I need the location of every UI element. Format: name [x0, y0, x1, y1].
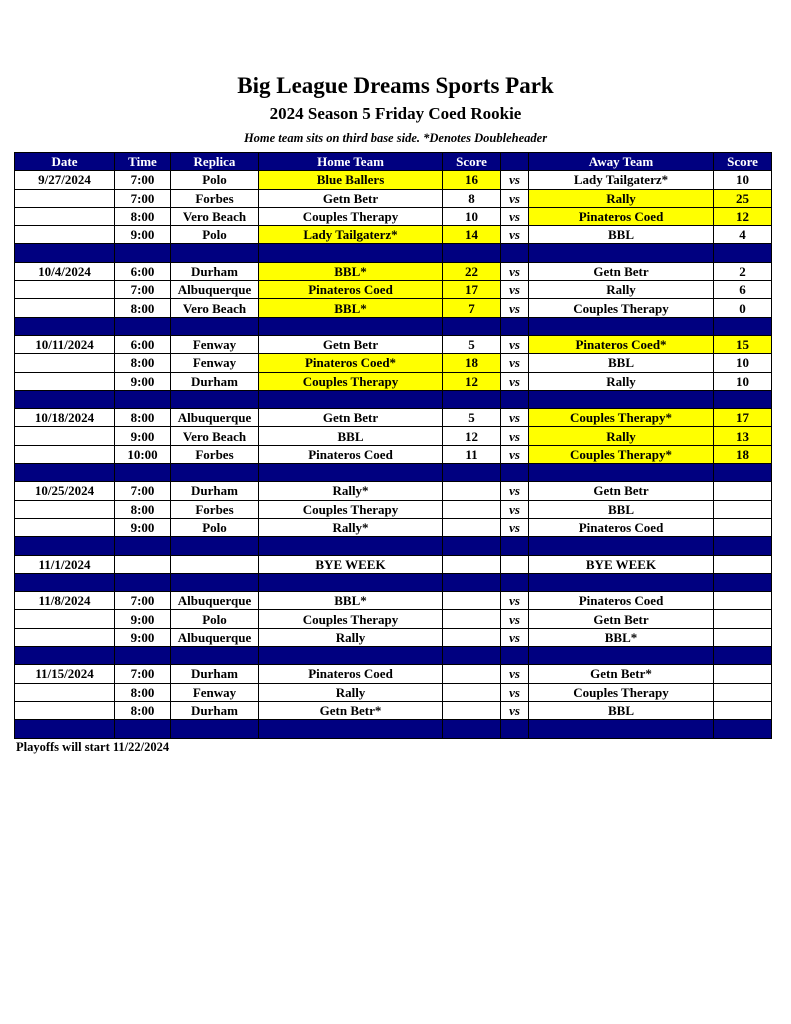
away-score-cell: [714, 518, 772, 536]
away-score-cell: 10: [714, 354, 772, 372]
table-row: [15, 445, 772, 463]
separator-cell: [259, 537, 443, 555]
column-header-home-team: Home Team: [259, 153, 443, 171]
table-row: [15, 171, 772, 189]
time-cell: 9:00: [115, 226, 171, 244]
separator-cell: [529, 317, 714, 335]
separator-cell: [115, 244, 171, 262]
home-team-cell: BBL*: [259, 299, 443, 317]
time-cell: 7:00: [115, 171, 171, 189]
separator-cell: [259, 573, 443, 591]
away-score-cell: [714, 628, 772, 646]
away-team-cell: BYE WEEK: [529, 555, 714, 573]
home-team-cell: Pinateros Coed: [259, 281, 443, 299]
time-cell: 10:00: [115, 445, 171, 463]
date-cell: [15, 354, 115, 372]
page-subtitle: 2024 Season 5 Friday Coed Rookie: [269, 104, 522, 123]
separator-cell: [501, 317, 529, 335]
separator-cell: [171, 647, 259, 665]
home-team-cell: BBL*: [259, 262, 443, 280]
separator-cell: [529, 464, 714, 482]
home-team-cell: Rally: [259, 628, 443, 646]
away-score-cell: 12: [714, 207, 772, 225]
home-score-cell: [443, 610, 501, 628]
replica-cell: Albuquerque: [171, 409, 259, 427]
away-score-cell: 17: [714, 409, 772, 427]
separator-cell: [15, 464, 115, 482]
separator-cell: [115, 537, 171, 555]
table-row: [15, 683, 772, 701]
home-team-cell: Blue Ballers: [259, 171, 443, 189]
away-score-cell: 6: [714, 281, 772, 299]
separator-cell: [259, 244, 443, 262]
table-row: [15, 427, 772, 445]
time-cell: [115, 555, 171, 573]
separator-cell: [15, 720, 115, 738]
replica-cell: Forbes: [171, 445, 259, 463]
vs-cell: vs: [501, 610, 529, 628]
replica-cell: Albuquerque: [171, 628, 259, 646]
week-separator-row: [15, 464, 772, 482]
vs-cell: vs: [501, 665, 529, 683]
replica-cell: Forbes: [171, 500, 259, 518]
home-team-cell: Getn Betr: [259, 409, 443, 427]
week-separator-row: [15, 647, 772, 665]
replica-cell: [171, 555, 259, 573]
separator-cell: [15, 390, 115, 408]
home-team-cell: Getn Betr: [259, 335, 443, 353]
away-team-cell: Couples Therapy: [529, 299, 714, 317]
date-cell: 10/11/2024: [15, 335, 115, 353]
separator-cell: [15, 573, 115, 591]
date-cell: 11/8/2024: [15, 592, 115, 610]
home-team-cell: BBL: [259, 427, 443, 445]
date-cell: [15, 372, 115, 390]
separator-cell: [443, 244, 501, 262]
separator-cell: [529, 720, 714, 738]
table-row: [15, 372, 772, 390]
week-separator-row: [15, 244, 772, 262]
time-cell: 7:00: [115, 665, 171, 683]
time-cell: 9:00: [115, 518, 171, 536]
table-row: [15, 335, 772, 353]
home-team-cell: Lady Tailgaterz*: [259, 226, 443, 244]
column-header-replica: Replica: [171, 153, 259, 171]
away-team-cell: Couples Therapy*: [529, 409, 714, 427]
separator-cell: [171, 720, 259, 738]
vs-cell: vs: [501, 628, 529, 646]
page-title: Big League Dreams Sports Park: [237, 73, 554, 98]
week-separator-row: [15, 317, 772, 335]
home-team-cell: Couples Therapy: [259, 610, 443, 628]
separator-cell: [443, 537, 501, 555]
time-cell: 7:00: [115, 482, 171, 500]
home-score-cell: [443, 665, 501, 683]
home-score-cell: 10: [443, 207, 501, 225]
away-score-cell: [714, 500, 772, 518]
separator-cell: [171, 573, 259, 591]
separator-cell: [714, 244, 772, 262]
date-cell: 10/25/2024: [15, 482, 115, 500]
time-cell: 6:00: [115, 262, 171, 280]
replica-cell: Forbes: [171, 189, 259, 207]
date-cell: [15, 518, 115, 536]
replica-cell: Polo: [171, 518, 259, 536]
away-team-cell: BBL: [529, 354, 714, 372]
away-team-cell: Couples Therapy*: [529, 445, 714, 463]
home-team-cell: Pinateros Coed: [259, 445, 443, 463]
table-row: [15, 207, 772, 225]
date-cell: 10/4/2024: [15, 262, 115, 280]
vs-cell: vs: [501, 372, 529, 390]
separator-cell: [529, 573, 714, 591]
time-cell: 8:00: [115, 701, 171, 719]
date-cell: 9/27/2024: [15, 171, 115, 189]
week-separator-row: [15, 390, 772, 408]
away-team-cell: Getn Betr*: [529, 665, 714, 683]
home-score-cell: [443, 701, 501, 719]
date-cell: [15, 610, 115, 628]
vs-cell: vs: [501, 262, 529, 280]
time-cell: 9:00: [115, 628, 171, 646]
home-score-cell: 8: [443, 189, 501, 207]
vs-cell: vs: [501, 281, 529, 299]
away-score-cell: [714, 610, 772, 628]
separator-cell: [115, 573, 171, 591]
separator-cell: [115, 647, 171, 665]
away-team-cell: Getn Betr: [529, 262, 714, 280]
separator-cell: [714, 573, 772, 591]
vs-cell: vs: [501, 299, 529, 317]
home-score-cell: [443, 683, 501, 701]
column-header-vs: [501, 153, 529, 171]
away-team-cell: Lady Tailgaterz*: [529, 171, 714, 189]
home-score-cell: 5: [443, 335, 501, 353]
schedule-note: Home team sits on third base side. *Denotes Doubleheader: [243, 131, 548, 145]
away-score-cell: 2: [714, 262, 772, 280]
week-separator-row: [15, 573, 772, 591]
separator-cell: [443, 317, 501, 335]
away-team-cell: Pinateros Coed*: [529, 335, 714, 353]
home-team-cell: Rally*: [259, 518, 443, 536]
table-row: [15, 281, 772, 299]
away-score-cell: 25: [714, 189, 772, 207]
separator-cell: [171, 537, 259, 555]
separator-cell: [443, 720, 501, 738]
home-team-cell: Getn Betr*: [259, 701, 443, 719]
away-team-cell: Rally: [529, 427, 714, 445]
separator-cell: [171, 317, 259, 335]
replica-cell: Vero Beach: [171, 427, 259, 445]
separator-cell: [714, 464, 772, 482]
vs-cell: vs: [501, 226, 529, 244]
away-score-cell: [714, 665, 772, 683]
separator-cell: [259, 647, 443, 665]
separator-cell: [15, 537, 115, 555]
table-row: [15, 701, 772, 719]
home-score-cell: [443, 555, 501, 573]
home-score-cell: 17: [443, 281, 501, 299]
away-team-cell: Getn Betr: [529, 610, 714, 628]
home-score-cell: [443, 518, 501, 536]
separator-cell: [115, 317, 171, 335]
time-cell: 9:00: [115, 372, 171, 390]
replica-cell: Fenway: [171, 335, 259, 353]
column-header-time: Time: [115, 153, 171, 171]
date-cell: [15, 683, 115, 701]
away-team-cell: Couples Therapy: [529, 683, 714, 701]
date-cell: [15, 445, 115, 463]
separator-cell: [529, 244, 714, 262]
time-cell: 8:00: [115, 299, 171, 317]
separator-cell: [443, 573, 501, 591]
separator-cell: [529, 647, 714, 665]
away-team-cell: BBL: [529, 500, 714, 518]
replica-cell: Polo: [171, 226, 259, 244]
date-cell: [15, 628, 115, 646]
away-team-cell: Pinateros Coed: [529, 592, 714, 610]
table-row: [15, 500, 772, 518]
week-separator-row: [15, 720, 772, 738]
vs-cell: vs: [501, 445, 529, 463]
separator-cell: [15, 244, 115, 262]
away-score-cell: [714, 701, 772, 719]
vs-cell: vs: [501, 592, 529, 610]
time-cell: 8:00: [115, 207, 171, 225]
separator-cell: [171, 464, 259, 482]
away-score-cell: [714, 683, 772, 701]
home-team-cell: Rally: [259, 683, 443, 701]
replica-cell: Vero Beach: [171, 207, 259, 225]
table-row: [15, 482, 772, 500]
date-cell: [15, 281, 115, 299]
home-score-cell: [443, 628, 501, 646]
separator-cell: [15, 317, 115, 335]
separator-cell: [501, 244, 529, 262]
vs-cell: [501, 555, 529, 573]
home-team-cell: Couples Therapy: [259, 500, 443, 518]
separator-cell: [115, 464, 171, 482]
vs-cell: vs: [501, 518, 529, 536]
separator-cell: [259, 464, 443, 482]
away-score-cell: [714, 555, 772, 573]
time-cell: 7:00: [115, 189, 171, 207]
home-score-cell: 14: [443, 226, 501, 244]
separator-cell: [171, 390, 259, 408]
table-header-row: [15, 153, 772, 171]
away-team-cell: BBL*: [529, 628, 714, 646]
separator-cell: [259, 720, 443, 738]
column-header-date: Date: [15, 153, 115, 171]
time-cell: 8:00: [115, 354, 171, 372]
separator-cell: [501, 464, 529, 482]
table-row: [15, 555, 772, 573]
separator-cell: [259, 390, 443, 408]
separator-cell: [15, 647, 115, 665]
date-cell: [15, 701, 115, 719]
date-cell: 11/1/2024: [15, 555, 115, 573]
away-team-cell: BBL: [529, 701, 714, 719]
vs-cell: vs: [501, 701, 529, 719]
column-header-away-score: Score: [714, 153, 772, 171]
home-score-cell: 7: [443, 299, 501, 317]
separator-cell: [714, 537, 772, 555]
time-cell: 9:00: [115, 427, 171, 445]
away-team-cell: BBL: [529, 226, 714, 244]
time-cell: 8:00: [115, 500, 171, 518]
table-row: [15, 299, 772, 317]
separator-cell: [714, 647, 772, 665]
away-score-cell: [714, 482, 772, 500]
vs-cell: vs: [501, 683, 529, 701]
vs-cell: vs: [501, 482, 529, 500]
vs-cell: vs: [501, 500, 529, 518]
vs-cell: vs: [501, 207, 529, 225]
separator-cell: [501, 647, 529, 665]
separator-cell: [443, 464, 501, 482]
date-cell: [15, 207, 115, 225]
away-team-cell: Pinateros Coed: [529, 207, 714, 225]
separator-cell: [443, 647, 501, 665]
away-score-cell: 13: [714, 427, 772, 445]
home-score-cell: [443, 482, 501, 500]
home-team-cell: Getn Betr: [259, 189, 443, 207]
separator-cell: [714, 317, 772, 335]
away-score-cell: 0: [714, 299, 772, 317]
separator-cell: [529, 390, 714, 408]
replica-cell: Albuquerque: [171, 281, 259, 299]
table-row: [15, 409, 772, 427]
table-row: [15, 628, 772, 646]
time-cell: 6:00: [115, 335, 171, 353]
vs-cell: vs: [501, 171, 529, 189]
vs-cell: vs: [501, 354, 529, 372]
vs-cell: vs: [501, 409, 529, 427]
week-separator-row: [15, 537, 772, 555]
table-row: [15, 226, 772, 244]
vs-cell: vs: [501, 427, 529, 445]
date-cell: [15, 500, 115, 518]
separator-cell: [501, 573, 529, 591]
table-row: [15, 262, 772, 280]
home-score-cell: [443, 592, 501, 610]
date-cell: 10/18/2024: [15, 409, 115, 427]
table-row: [15, 518, 772, 536]
separator-cell: [714, 390, 772, 408]
table-row: [15, 189, 772, 207]
replica-cell: Albuquerque: [171, 592, 259, 610]
replica-cell: Fenway: [171, 354, 259, 372]
date-cell: 11/15/2024: [15, 665, 115, 683]
replica-cell: Vero Beach: [171, 299, 259, 317]
date-cell: [15, 427, 115, 445]
home-score-cell: 12: [443, 427, 501, 445]
separator-cell: [259, 317, 443, 335]
vs-cell: vs: [501, 189, 529, 207]
home-team-cell: Couples Therapy: [259, 372, 443, 390]
home-score-cell: 12: [443, 372, 501, 390]
away-score-cell: [714, 592, 772, 610]
home-score-cell: [443, 500, 501, 518]
home-score-cell: 5: [443, 409, 501, 427]
replica-cell: Polo: [171, 610, 259, 628]
separator-cell: [171, 244, 259, 262]
away-score-cell: 15: [714, 335, 772, 353]
home-team-cell: Pinateros Coed: [259, 665, 443, 683]
time-cell: 9:00: [115, 610, 171, 628]
table-row: [15, 592, 772, 610]
separator-cell: [443, 390, 501, 408]
home-team-cell: BBL*: [259, 592, 443, 610]
replica-cell: Durham: [171, 262, 259, 280]
away-team-cell: Pinateros Coed: [529, 518, 714, 536]
away-team-cell: Rally: [529, 281, 714, 299]
home-score-cell: 22: [443, 262, 501, 280]
playoffs-note: Playoffs will start 11/22/2024: [16, 740, 170, 754]
time-cell: 7:00: [115, 592, 171, 610]
home-team-cell: Couples Therapy: [259, 207, 443, 225]
replica-cell: Durham: [171, 372, 259, 390]
date-cell: [15, 299, 115, 317]
replica-cell: Fenway: [171, 683, 259, 701]
table-row: [15, 354, 772, 372]
away-score-cell: 4: [714, 226, 772, 244]
separator-cell: [115, 390, 171, 408]
date-cell: [15, 189, 115, 207]
separator-cell: [714, 720, 772, 738]
time-cell: 7:00: [115, 281, 171, 299]
home-team-cell: BYE WEEK: [259, 555, 443, 573]
separator-cell: [115, 720, 171, 738]
home-team-cell: Pinateros Coed*: [259, 354, 443, 372]
away-team-cell: Getn Betr: [529, 482, 714, 500]
vs-cell: vs: [501, 335, 529, 353]
separator-cell: [501, 720, 529, 738]
column-header-away-team: Away Team: [529, 153, 714, 171]
home-score-cell: 16: [443, 171, 501, 189]
replica-cell: Durham: [171, 482, 259, 500]
table-row: [15, 665, 772, 683]
replica-cell: Durham: [171, 665, 259, 683]
home-score-cell: 18: [443, 354, 501, 372]
time-cell: 8:00: [115, 683, 171, 701]
time-cell: 8:00: [115, 409, 171, 427]
replica-cell: Polo: [171, 171, 259, 189]
home-score-cell: 11: [443, 445, 501, 463]
replica-cell: Durham: [171, 701, 259, 719]
away-team-cell: Rally: [529, 372, 714, 390]
away-score-cell: 10: [714, 372, 772, 390]
away-team-cell: Rally: [529, 189, 714, 207]
schedule-table: [14, 152, 772, 739]
away-score-cell: 10: [714, 171, 772, 189]
separator-cell: [501, 390, 529, 408]
date-cell: [15, 226, 115, 244]
away-score-cell: 18: [714, 445, 772, 463]
home-team-cell: Rally*: [259, 482, 443, 500]
separator-cell: [529, 537, 714, 555]
column-header-home-score: Score: [443, 153, 501, 171]
separator-cell: [501, 537, 529, 555]
table-row: [15, 610, 772, 628]
